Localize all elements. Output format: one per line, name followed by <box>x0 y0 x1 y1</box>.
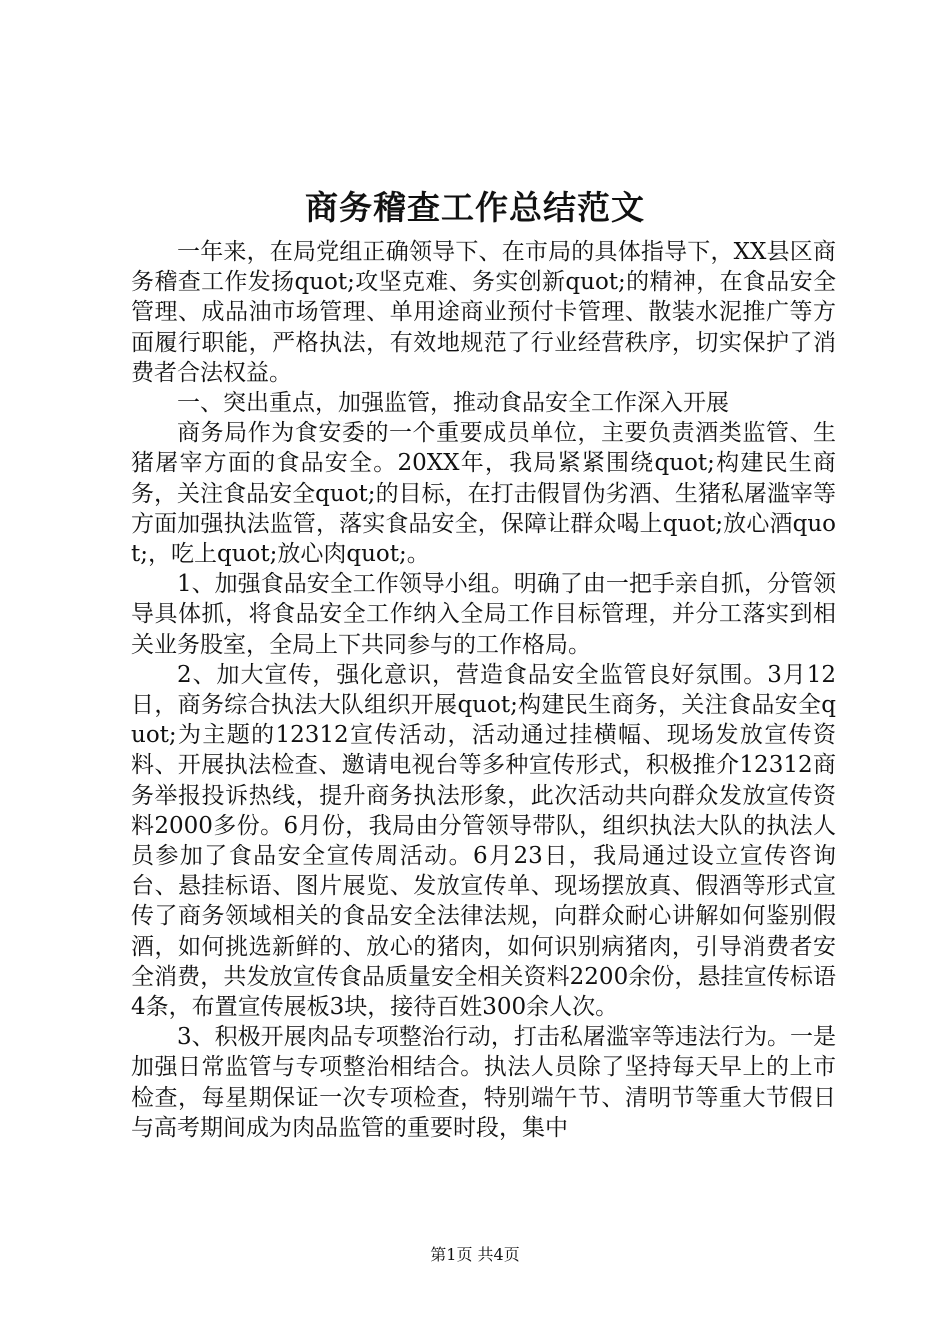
paragraph-item-2: 2、加大宣传，强化意识，营造食品安全监管良好氛围。3月12日，商务综合执法大队组织开展quot;构建民生商务，关注食品安全quot;为主题的12312宣传活动，活动通过挂横幅、现场发放宣传资料、开展执法检查、邀请电视台等多种宣传形式，积极推介12312商务举报投诉热线，提升商务执法形象，此次活动共向群众发放宣传资料2000多份。6月份，我局由分管领导带队，组织执法大队的执法人员参加了食品安全宣传周活动。6月23日，我局通过设立宣传咨询台、悬挂标语、图片展览、发放宣传单、现场摆放真、假酒等形式宣传了商务领域相关的食品安全法律法规，向群众耐心讲解如何鉴别假酒，如何挑选新鲜的、放心的猪肉，如何识别病猪肉，引导消费者安全消费，共发放宣传食品质量安全相关资料2200余份，悬挂宣传标语4条，布置宣传展板3块，接待百姓300余人次。 <box>131 661 836 1021</box>
paragraph-item-3: 3、积极开展肉品专项整治行动，打击私屠滥宰等违法行为。一是加强日常监管与专项整治相结合。执法人员除了坚持每天早上的上市检查，每星期保证一次专项检查，特别端午节、清明节等重大节假日与高考期间成为肉品监管的重要时段，集中 <box>131 1024 836 1141</box>
document-title: 商务稽查工作总结范文 <box>305 188 645 227</box>
document-body <box>131 237 836 1143</box>
paragraph-item-1: 1、加强食品安全工作领导小组。明确了由一把手亲自抓，分管领导具体抓，将食品安全工作纳入全局工作目标管理，并分工落实到相关业务股室，全局上下共同参与的工作格局。 <box>131 571 836 658</box>
paragraph-intro: 一年来，在局党组正确领导下、在市局的具体指导下，XX县区商务稽查工作发扬quot;攻坚克难、务实创新quot;的精神，在食品安全管理、成品油市场管理、单用途商业预付卡管理、散装水泥推广等方面履行职能，严格执法，有效地规范了行业经营秩序，切实保护了消费者合法权益。 <box>131 239 836 386</box>
paragraph-food-safety: 商务局作为食安委的一个重要成员单位，主要负责酒类监管、生猪屠宰方面的食品安全。20XX年，我局紧紧围绕quot;构建民生商务，关注食品安全quot;的目标，在打击假冒伪劣酒、生猪私屠滥宰等方面加强执法监管，落实食品安全，保障让群众喝上quot;放心酒quot;，吃上quot;放心肉quot;。 <box>131 420 836 568</box>
page-number-footer: 第1页 共4页 <box>430 1245 520 1264</box>
section-heading-1: 一、突出重点，加强监管，推动食品安全工作深入开展 <box>177 390 729 417</box>
